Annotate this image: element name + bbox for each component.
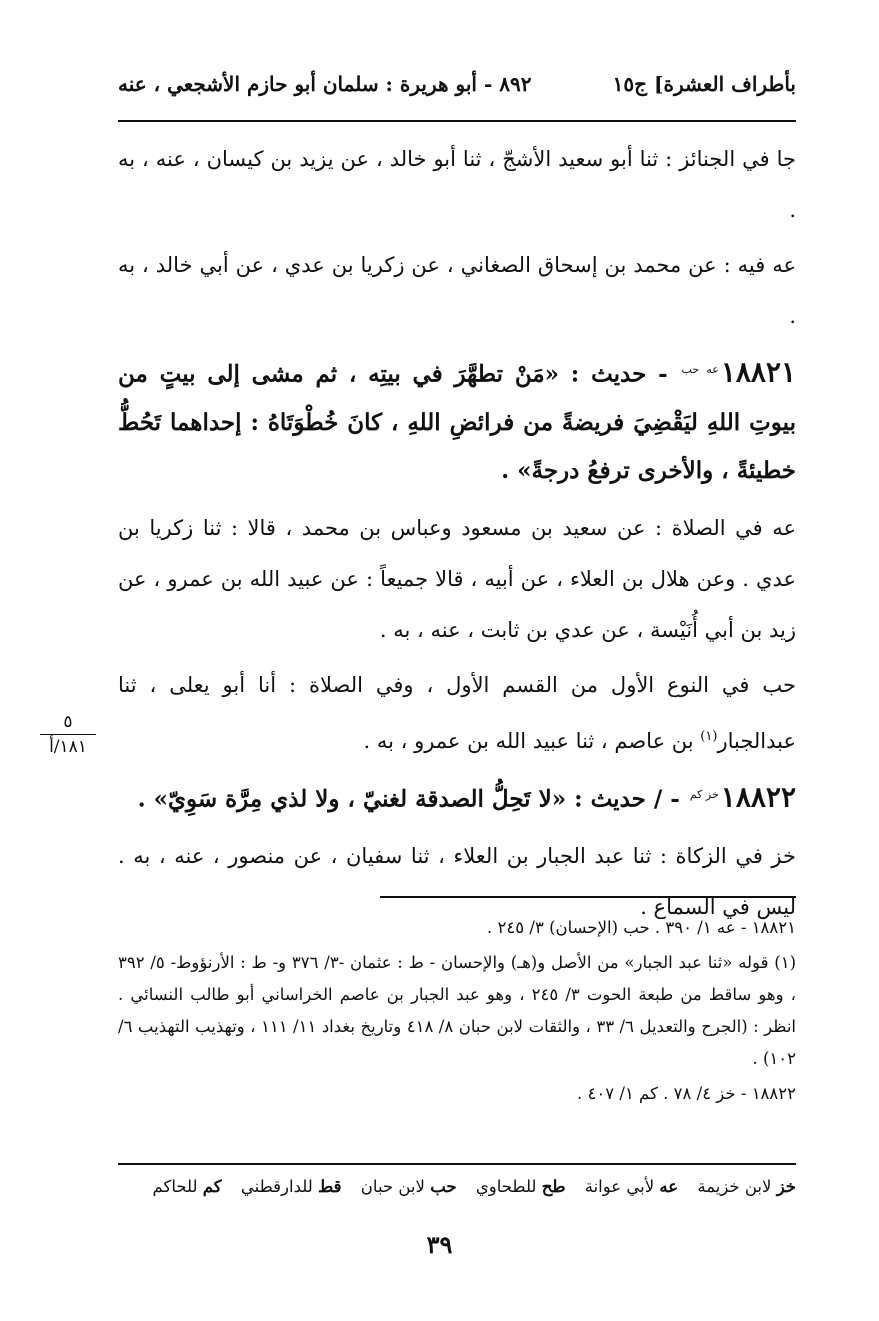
abbrev-name: للطحاوي xyxy=(475,1177,537,1196)
abbrev-name: للحاكم xyxy=(152,1177,198,1196)
abbrev-code: عه xyxy=(659,1177,679,1196)
main-text xyxy=(118,134,796,937)
abbrev-item xyxy=(241,1177,342,1196)
hadith-text: - / حديث : «لا تَحِلُّ الصدقة لغنيّ ، ولا لذي مِرَّة سَوِيّ» . xyxy=(137,785,680,813)
running-header xyxy=(118,66,796,106)
hadith-number: ١٨٨٢١ xyxy=(720,355,797,389)
footnote: (١) قوله «ثنا عبد الجبار» من الأصل و(هـ) والإحسان - ط : عثمان -٣/ ٣٧٦ و- ط : الأرنؤوط- ٥/ ٣٩٢ ، وهو ساقط من طبعة الحوت ٣/ ٢٤٥ ، وهو عبد الجبار بن عاصم الخراساني أبو طالب النسائي . انظر : (الجرح والتعديل ٦/ ٣٣ ، والثقات لابن حبان ٨/ ٤١٨ وتاريخ بغداد ١١/ ١١١ ، وتهذيب التهذيب ٦/ ١٠٢) . xyxy=(118,953,797,1068)
abbrev-code: حب xyxy=(430,1177,457,1196)
text-span: حب في النوع الأول من القسم الأول ، وفي الصلاة : أنا أبو يعلى ، ثنا عبدالجبار xyxy=(118,672,796,753)
abbrev-name: لابن حبان xyxy=(360,1177,425,1196)
abbrev-item xyxy=(585,1177,678,1196)
hadith-entry xyxy=(118,771,796,824)
margin-note-rule xyxy=(40,734,96,735)
abbrev-name: لأبي عوانة xyxy=(584,1177,655,1196)
abbrev-item xyxy=(476,1177,566,1196)
text-paragraph: خز في الزكاة : ثنا عبد الجبار بن العلاء ، ثنا سفيان ، عن منصور ، عنه ، به . ليس في السماع . xyxy=(118,844,796,920)
header-volume: بأطراف العشرة] ج١٥ xyxy=(612,72,796,96)
abbrev-name: لابن خزيمة xyxy=(697,1177,772,1196)
source-codes: عه حب xyxy=(681,363,719,376)
hadith-entry xyxy=(118,346,796,495)
hadith-text: - حديث : «مَنْ تطهَّرَ في بيتِه ، ثم مشى إلى بيتٍ من بيوتِ اللهِ ليَقْضِيَ فريضةً من فرائضِ اللهِ ، كانَ خُطْوَتَاهُ : إحداهما تَحُطُّ خطيئةً ، والأخرى ترفعُ درجةً» . xyxy=(118,360,796,484)
source-codes: خز كم xyxy=(689,787,719,801)
margin-note-bottom: ١٨١/أ xyxy=(49,737,87,757)
abbrev-name: للدارقطني xyxy=(240,1177,313,1196)
abbrev-code: خز xyxy=(776,1177,796,1196)
text-span: بن عاصم ، ثنا عبيد الله بن عمرو ، به . xyxy=(363,728,701,753)
hadith-number: ١٨٨٢٢ xyxy=(720,780,796,814)
footnote: ١٨٨٢٢ - خز ٤/ ٧٨ . كم ١/ ٤٠٧ . xyxy=(577,1084,796,1103)
abbrev-code: كم xyxy=(202,1177,222,1196)
abbrev-code: قط xyxy=(317,1177,342,1196)
header-section: ٨٩٢ - أبو هريرة : سلمان أبو حازم الأشجعي ، عنه xyxy=(118,72,532,96)
page-number: ٣٩ xyxy=(426,1230,453,1259)
text-paragraph xyxy=(118,660,796,767)
margin-note-top: ٥ xyxy=(63,712,73,732)
bottom-rule xyxy=(118,1163,796,1165)
abbrev-item xyxy=(153,1177,222,1196)
header-rule xyxy=(118,120,796,122)
manuscript-folio-note xyxy=(40,712,96,757)
text-paragraph: عه فيه : عن محمد بن إسحاق الصغاني ، عن زكريا بن عدي ، عن أبي خالد ، به . xyxy=(118,253,796,328)
text-paragraph: جا في الجنائز : ثنا أبو سعيد الأشجّ ، ثنا أبو خالد ، عن يزيد بن كيسان ، عنه ، به . xyxy=(118,147,796,222)
text-paragraph: عه في الصلاة : عن سعيد بن مسعود وعباس بن محمد ، قالا : ثنا زكريا بن عدي . وعن هلال بن العلاء ، عن أبيه ، قالا جميعاً : عن عبيد الله بن عمرو ، عن زيد بن أبي أُنَيْسة ، عن عدي بن ثابت ، عنه ، به . xyxy=(118,515,796,642)
footnote: ١٨٨٢١ - عه ١/ ٣٩٠ . حب (الإحسان) ٣/ ٢٤٥ . xyxy=(487,918,796,937)
abbreviations-key xyxy=(118,1172,796,1202)
footnotes xyxy=(118,912,796,1113)
abbrev-item xyxy=(697,1177,796,1196)
abbrev-item xyxy=(361,1177,457,1196)
footnote-rule xyxy=(380,896,796,898)
abbrev-code: طح xyxy=(541,1177,566,1196)
footnote-ref[interactable]: (١) xyxy=(700,728,718,744)
